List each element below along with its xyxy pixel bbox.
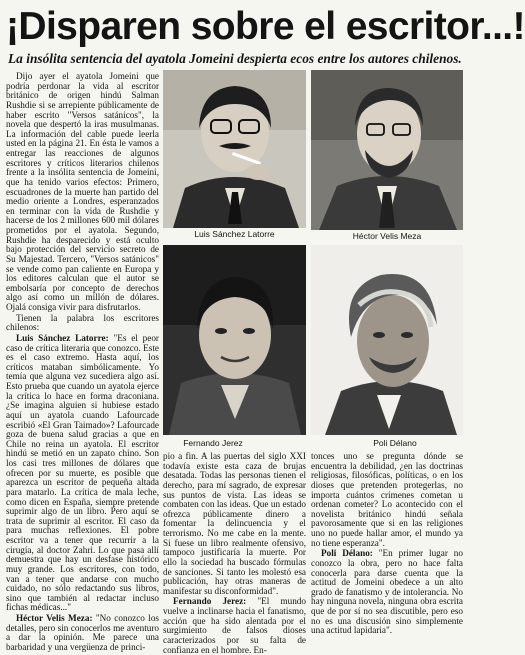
caption-sanchez-latorre: Luis Sánchez Latorre — [194, 229, 275, 239]
photo-fernando-jerez — [163, 245, 306, 435]
caption-fernando-jerez: Fernando Jerez — [183, 438, 243, 448]
paragraph-velis-meza-cont: pio a fin. A las puertas del siglo XXI todavía existe esta caza de brujas desatada. Todas las personas tienen el derecho, para mí sagrado, de expresar sus puntos de vista. Las ideas se combaten con las ideas. Que un estado ofrezca públicamente dinero a fomentar la delincuencia y el terrorismo. No me cabe en la mente. Si fuese un libro realmente ofensivo, tampoco justificaría la muerte. Por ello la sociedad ha buscado fórmulas de sanciones. Si tanto les molestó esa publicación, hay otras maneras de manifestar su disconformidad". — [163, 451, 306, 596]
column-left — [6, 71, 159, 652]
speaker-name: Fernando Jerez: — [173, 596, 247, 607]
headline: ¡Disparen sobre el escritor...! — [6, 5, 525, 48]
speaker-name: Poli Délano: — [321, 548, 373, 559]
paragraph-jerez-cont: tonces uno se pregunta dónde se encuentra la debilidad, ¿en las doctrinas religiosas, filosóficas, políticas, o en los dioses que pretenden protegerlas, no importa cuántos crímenes cometan u ordenan cometer? Lo acontecido con el novelista británico hindú señala pavorosamente que si en las religiones uno no puede hallar amor, el mundo ya no tiene esperanza". — [311, 451, 463, 548]
photo-poli-delano — [311, 245, 463, 435]
paragraph-poli-delano: Poli Délano: "En primer lugar no conozco la obra, pero no hace falta conocerla para darse cuenta que la actitud de Jomeini obedece a un alto grado de fanatismo y de intolerancia. No hay ninguna novela, ninguna obra escrita que de por sí no sea discutible, pero eso no es una discusión sino simplemente una actitud lapidaria". — [311, 548, 463, 636]
column-right — [311, 451, 463, 636]
photo-velis-meza — [311, 70, 463, 230]
paragraph-intro: Dijo ayer el ayatola Jomeini que podría perdonar la vida al escritor británico de origen hindú Salman Rushdie si se arrepiente públicamente de haber escrito "Versos satánicos", la novela que despertó la iras musulmanas. La información del cable puede leerla usted en la página 21. En ésta le vamos a entregar las reacciones de algunos escritores y críticos literarios chilenos frente a la insólita sentencia de Jomeini, que ha tenido varios efectos: Primero, escuadrones de la muerte han partido del medio oriente a Londres, esperanzados en terminar con la vida de Rushdie y hacerse de los 2 millones 600 mil dólares prometidos por el ayatola. Segundo, Rushdie ha desparecido y está oculto bajo protección del servicio secreto de Su Majestad. Tercero, "Versos satánicos" se vende como pan caliente en Europa y los editores calculan que el autor se embolsaría por concepto de derechos algo así como un millón de dólares. Ojalá consiga vivir para disfrutarlos. — [6, 71, 159, 312]
deck: La insólita sentencia del ayatola Jomeini despierta ecos entre los autores chilenos. — [8, 51, 462, 66]
caption-velis-meza: Héctor Velis Meza — [352, 231, 422, 241]
column-middle — [163, 451, 306, 655]
paragraph-velis-meza: Héctor Velis Meza: "No conozco los detalles, pero sin conocerlos me aventuro a dar la opinión. Me parece una barbaridad y una vergüenza de princi- — [6, 613, 159, 652]
speaker-name: Luis Sánchez Latorre: — [16, 332, 109, 343]
photo-sanchez-latorre — [163, 70, 306, 228]
paragraph-fernando-jerez: Fernando Jerez: "El mundo vuelve a inclinarse hacia el fanatismo, acción que ha sido alentada por el surgimiento de falsos dioses caracterizados por su falta de confianza en el hombre. En- — [163, 596, 306, 655]
paragraph-sanchez-latorre: Luis Sánchez Latorre: "Es el peor caso de crítica literaria que conozco. Este es el caso extremo. Hasta aquí, los críticos mataban simbólicamente. Yo temía que alguna vez sucediera algo así. Esto prueba que cuando un ayatola ejerce la crítica lo hace en forma draconiana. ¿Se imagina alguien si hubiese estado aquí un ayatola cuando Lafourcade escribió «El Gran Taimado»? Lafourcade goza de buena salud gracias a que en Chile no reina un ayatola. El escritor hindú se metió en un zapato chino. Son los casi tres millones de dólares que ofrecen por su muerte, es posible que aparezca un escritor de pequeña altada para matarlo. La crítica de mala leche, como dicen en España, siempre pretende suprimir algo de un libro. Pero aquí se trata de suprimir al escritor. El caso da para muchas reflexiones. El pobre escritor va a tener que recurrir a la cirugía, al doctor Zahri. Lo que pasa allí demuestra que hay un desfase histórico muy grande. Los escritores, con todo, van a tener que andarse con mucho cuidado, no sólo redactando sus libros, sino que también al redactar incluso fichas médicas..." — [6, 332, 159, 613]
paragraph-transition: Tienen la palabra los escritores chilenos: — [6, 312, 159, 333]
caption-poli-delano: Poli Délano — [373, 438, 417, 448]
speaker-name: Héctor Velis Meza: — [16, 613, 93, 623]
